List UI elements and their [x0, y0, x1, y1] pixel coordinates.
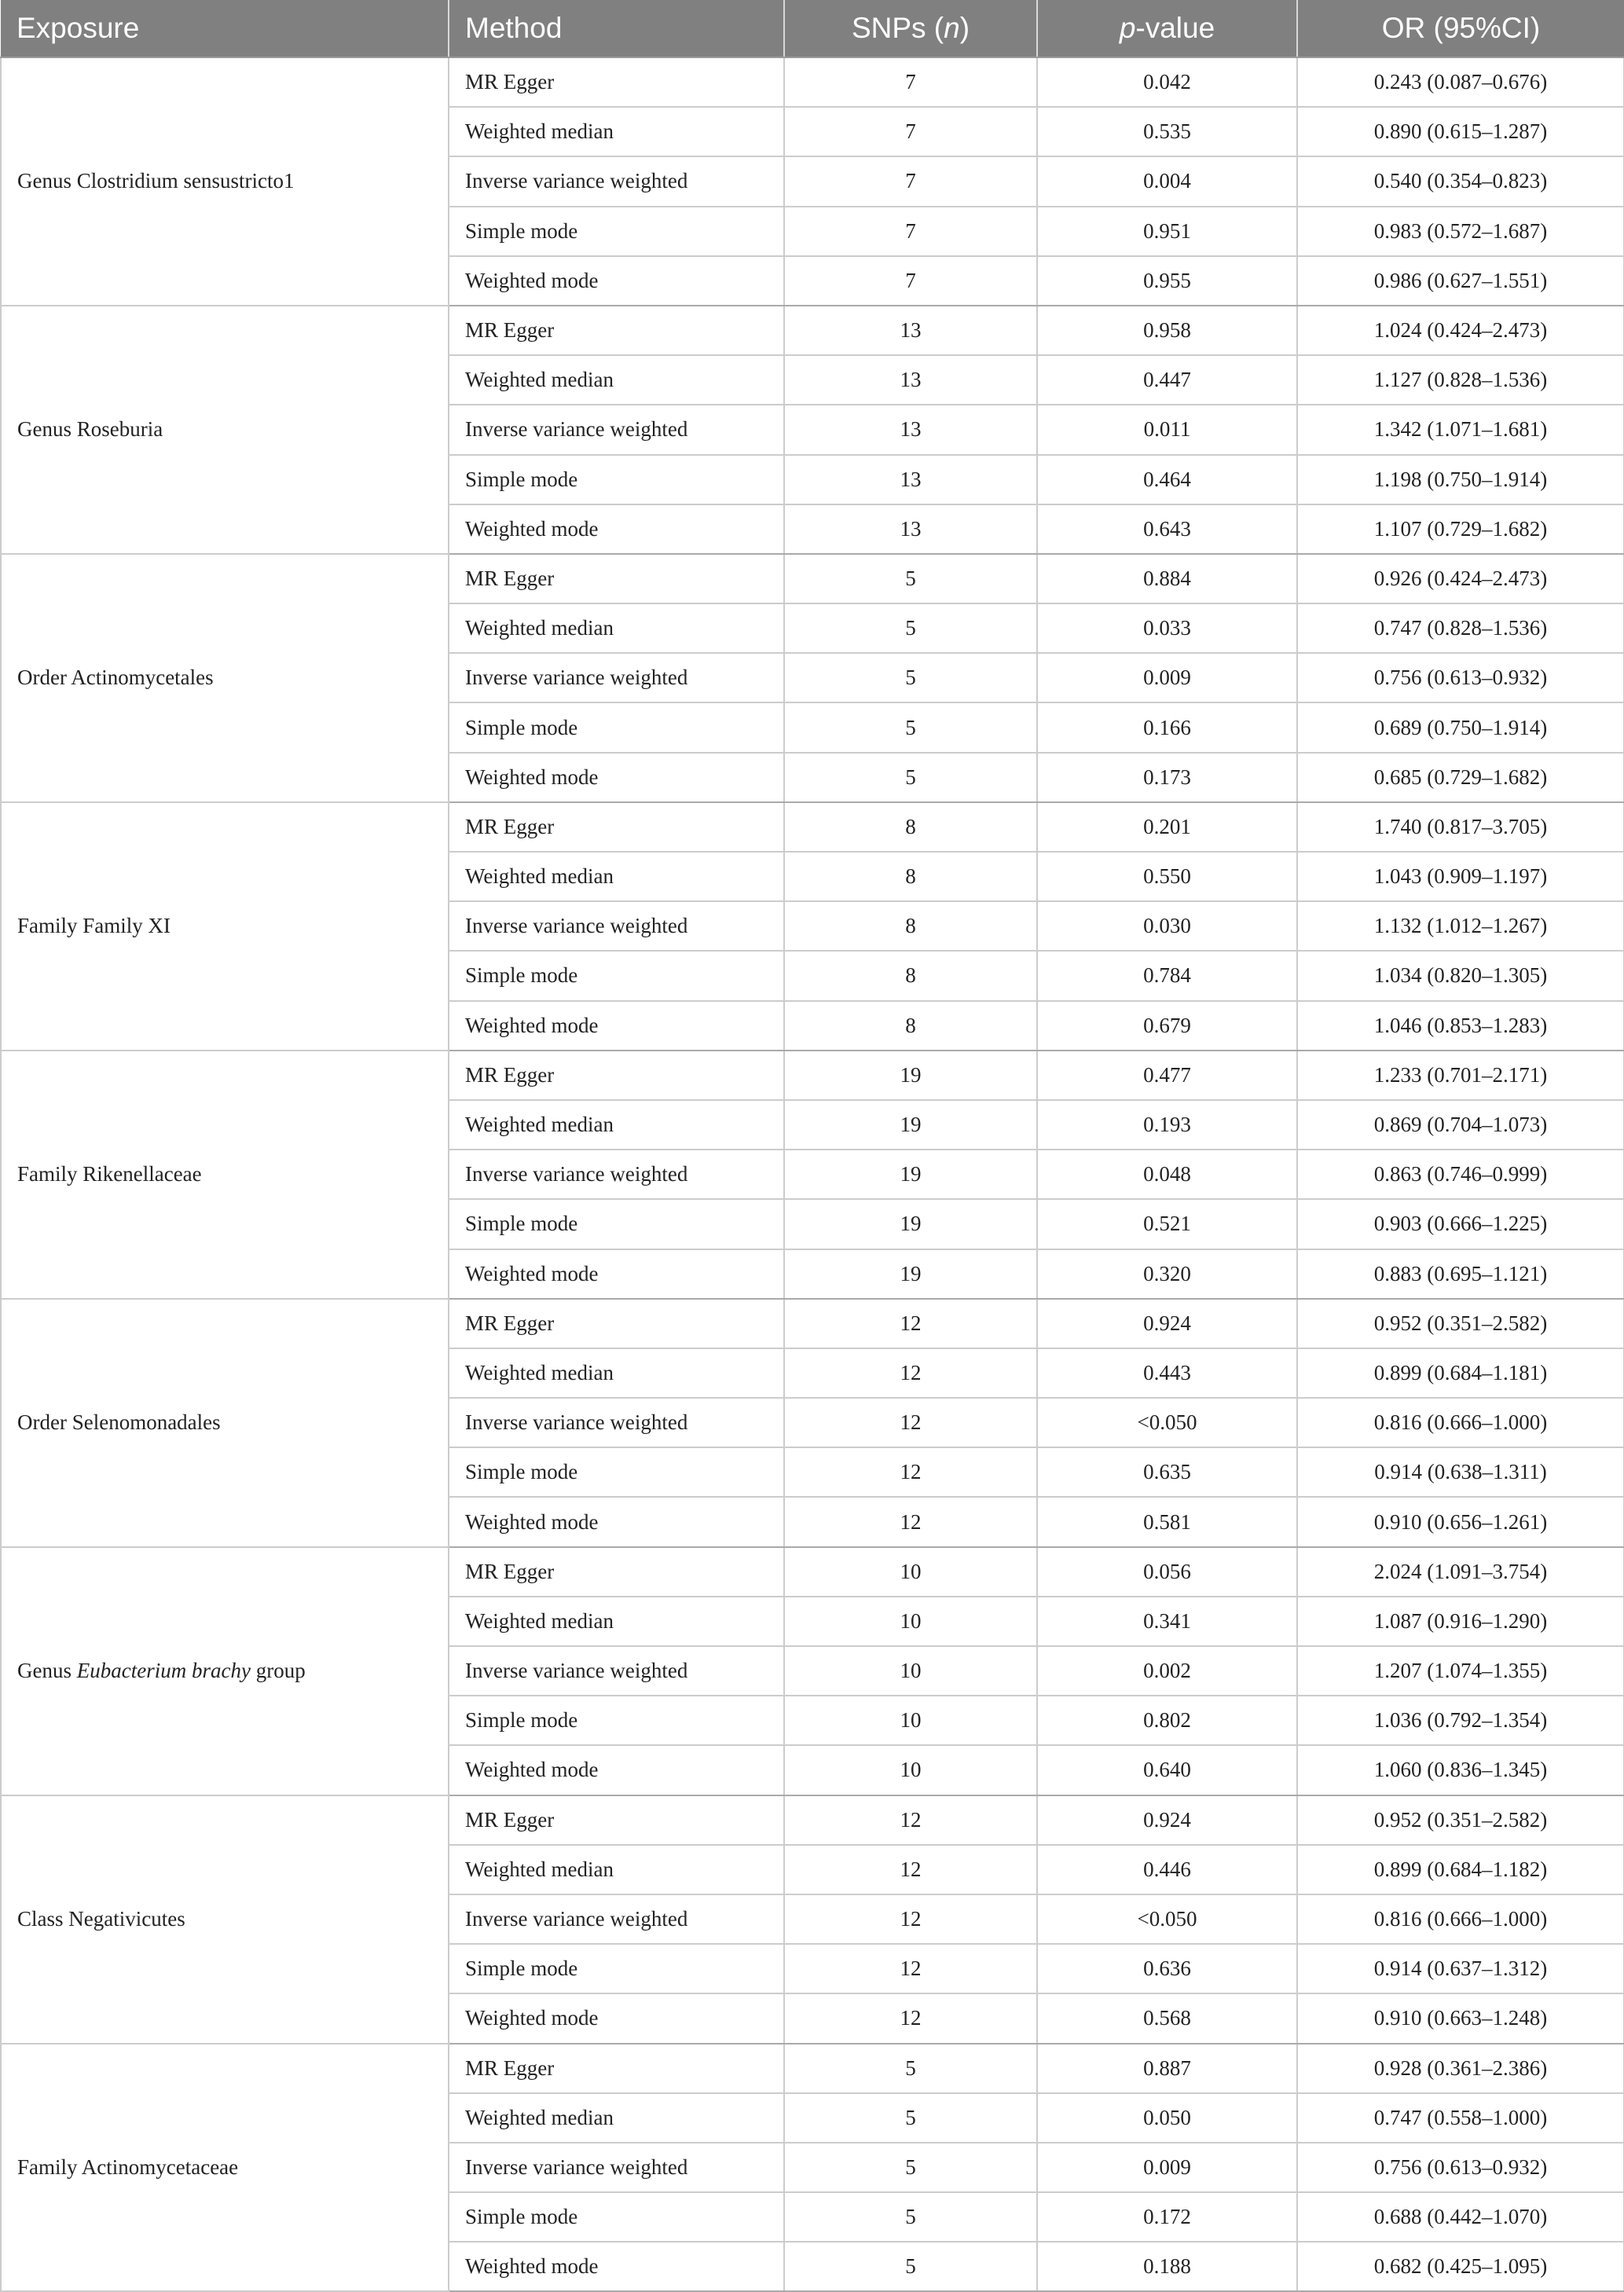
method-cell: Inverse variance weighted	[449, 2143, 784, 2192]
p-value-cell: 0.048	[1037, 1150, 1297, 1199]
or-ci-cell: 0.747 (0.558–1.000)	[1297, 2093, 1624, 2143]
table-row	[1, 1795, 1624, 1845]
header-snps-pre: SNPs (	[851, 12, 944, 44]
header-p-rest: -value	[1135, 12, 1215, 44]
snps-cell: 13	[784, 455, 1037, 504]
method-cell: Weighted median	[449, 107, 784, 156]
snps-cell: 12	[784, 1993, 1037, 2043]
method-cell: MR Egger	[449, 2044, 784, 2093]
header-snps-n: n	[944, 12, 960, 44]
snps-cell: 5	[784, 2192, 1037, 2242]
or-ci-cell: 0.952 (0.351–2.582)	[1297, 1795, 1624, 1845]
p-value-cell: 0.056	[1037, 1547, 1297, 1597]
or-ci-cell: 0.869 (0.704–1.073)	[1297, 1100, 1624, 1150]
snps-cell: 7	[784, 57, 1037, 107]
p-value-cell: 0.166	[1037, 702, 1297, 752]
snps-cell: 5	[784, 603, 1037, 653]
snps-cell: 8	[784, 802, 1037, 852]
snps-cell: 10	[784, 1646, 1037, 1696]
header-p-letter: p	[1119, 12, 1136, 44]
p-value-cell: 0.009	[1037, 653, 1297, 702]
or-ci-cell: 0.910 (0.656–1.261)	[1297, 1497, 1624, 1546]
or-ci-cell: 0.756 (0.613–0.932)	[1297, 653, 1624, 702]
method-cell: Weighted median	[449, 1100, 784, 1150]
snps-cell: 13	[784, 355, 1037, 405]
or-ci-cell: 0.243 (0.087–0.676)	[1297, 57, 1624, 107]
or-ci-cell: 1.060 (0.836–1.345)	[1297, 1745, 1624, 1795]
or-ci-cell: 0.986 (0.627–1.551)	[1297, 256, 1624, 306]
snps-cell: 13	[784, 405, 1037, 454]
snps-cell: 8	[784, 901, 1037, 951]
or-ci-cell: 1.233 (0.701–2.171)	[1297, 1051, 1624, 1100]
or-ci-cell: 0.883 (0.695–1.121)	[1297, 1249, 1624, 1299]
snps-cell: 19	[784, 1199, 1037, 1249]
p-value-cell: 0.446	[1037, 1845, 1297, 1894]
method-cell: Weighted median	[449, 355, 784, 405]
header-row	[1, 0, 1624, 57]
p-value-cell: 0.188	[1037, 2242, 1297, 2291]
snps-cell: 19	[784, 1150, 1037, 1199]
table-row	[1, 57, 1624, 107]
method-cell: Inverse variance weighted	[449, 156, 784, 206]
p-value-cell: 0.009	[1037, 2143, 1297, 2192]
snps-cell: 12	[784, 1497, 1037, 1546]
or-ci-cell: 1.043 (0.909–1.197)	[1297, 852, 1624, 901]
method-cell: MR Egger	[449, 554, 784, 603]
method-cell: MR Egger	[449, 1299, 784, 1348]
method-cell: MR Egger	[449, 1795, 784, 1845]
or-ci-cell: 0.747 (0.828–1.536)	[1297, 603, 1624, 653]
method-cell: Simple mode	[449, 1696, 784, 1745]
method-cell: Inverse variance weighted	[449, 1646, 784, 1696]
or-ci-cell: 1.024 (0.424–2.473)	[1297, 306, 1624, 355]
method-cell: MR Egger	[449, 57, 784, 107]
snps-cell: 12	[784, 1348, 1037, 1398]
exposure-cell: Genus Roseburia	[1, 306, 449, 554]
or-ci-cell: 0.983 (0.572–1.687)	[1297, 207, 1624, 256]
method-cell: Simple mode	[449, 951, 784, 1000]
method-cell: Simple mode	[449, 1199, 784, 1249]
method-cell: Weighted median	[449, 852, 784, 901]
p-value-cell: 0.320	[1037, 1249, 1297, 1299]
exposure-cell: Family Rikenellaceae	[1, 1051, 449, 1299]
method-cell: Simple mode	[449, 2192, 784, 2242]
or-ci-cell: 0.816 (0.666–1.000)	[1297, 1398, 1624, 1447]
p-value-cell: 0.924	[1037, 1795, 1297, 1845]
method-cell: Weighted mode	[449, 1993, 784, 2043]
p-value-cell: 0.477	[1037, 1051, 1297, 1100]
method-cell: Inverse variance weighted	[449, 653, 784, 702]
snps-cell: 10	[784, 1745, 1037, 1795]
p-value-cell: 0.030	[1037, 901, 1297, 951]
p-value-cell: 0.173	[1037, 753, 1297, 802]
p-value-cell: 0.002	[1037, 1646, 1297, 1696]
exposure-cell: Genus Clostridium sensustricto1	[1, 57, 449, 306]
snps-cell: 19	[784, 1051, 1037, 1100]
p-value-cell: 0.193	[1037, 1100, 1297, 1150]
p-value-cell: 0.924	[1037, 1299, 1297, 1348]
table-row	[1, 802, 1624, 852]
or-ci-cell: 0.756 (0.613–0.932)	[1297, 2143, 1624, 2192]
or-ci-cell: 0.863 (0.746–0.999)	[1297, 1150, 1624, 1199]
snps-cell: 19	[784, 1249, 1037, 1299]
method-cell: Weighted mode	[449, 2242, 784, 2291]
method-cell: Inverse variance weighted	[449, 1150, 784, 1199]
p-value-cell: 0.033	[1037, 603, 1297, 653]
p-value-cell: 0.635	[1037, 1447, 1297, 1497]
p-value-cell: 0.643	[1037, 504, 1297, 554]
snps-cell: 10	[784, 1547, 1037, 1597]
snps-cell: 7	[784, 156, 1037, 206]
snps-cell: 5	[784, 2143, 1037, 2192]
table-row	[1, 1051, 1624, 1100]
p-value-cell: 0.042	[1037, 57, 1297, 107]
or-ci-cell: 0.952 (0.351–2.582)	[1297, 1299, 1624, 1348]
method-cell: Simple mode	[449, 702, 784, 752]
p-value-cell: 0.447	[1037, 355, 1297, 405]
snps-cell: 5	[784, 702, 1037, 752]
or-ci-cell: 2.024 (1.091–3.754)	[1297, 1547, 1624, 1597]
p-value-cell: 0.640	[1037, 1745, 1297, 1795]
method-cell: Weighted mode	[449, 1001, 784, 1051]
or-ci-cell: 0.890 (0.615–1.287)	[1297, 107, 1624, 156]
p-value-cell: 0.521	[1037, 1199, 1297, 1249]
snps-cell: 10	[784, 1597, 1037, 1646]
method-cell: Weighted mode	[449, 504, 784, 554]
method-cell: MR Egger	[449, 1547, 784, 1597]
or-ci-cell: 0.903 (0.666–1.225)	[1297, 1199, 1624, 1249]
or-ci-cell: 0.910 (0.663–1.248)	[1297, 1993, 1624, 2043]
p-value-cell: 0.884	[1037, 554, 1297, 603]
snps-cell: 7	[784, 256, 1037, 306]
snps-cell: 7	[784, 207, 1037, 256]
or-ci-cell: 0.682 (0.425–1.095)	[1297, 2242, 1624, 2291]
p-value-cell: 0.011	[1037, 405, 1297, 454]
method-cell: Weighted mode	[449, 1497, 784, 1546]
method-cell: MR Egger	[449, 1051, 784, 1100]
snps-cell: 19	[784, 1100, 1037, 1150]
p-value-cell: <0.050	[1037, 1398, 1297, 1447]
or-ci-cell: 1.740 (0.817–3.705)	[1297, 802, 1624, 852]
or-ci-cell: 0.689 (0.750–1.914)	[1297, 702, 1624, 752]
or-ci-cell: 1.207 (1.074–1.355)	[1297, 1646, 1624, 1696]
p-value-cell: 0.951	[1037, 207, 1297, 256]
p-value-cell: 0.679	[1037, 1001, 1297, 1051]
p-value-cell: 0.172	[1037, 2192, 1297, 2242]
snps-cell: 5	[784, 554, 1037, 603]
or-ci-cell: 0.899 (0.684–1.182)	[1297, 1845, 1624, 1894]
p-value-cell: 0.341	[1037, 1597, 1297, 1646]
exposure-cell	[1, 1547, 449, 1795]
method-cell: Weighted median	[449, 1597, 784, 1646]
p-value-cell: 0.568	[1037, 1993, 1297, 2043]
table-row	[1, 2044, 1624, 2093]
method-cell: Simple mode	[449, 207, 784, 256]
method-cell: Weighted median	[449, 1348, 784, 1398]
method-cell: Simple mode	[449, 1944, 784, 1993]
or-ci-cell: 0.928 (0.361–2.386)	[1297, 2044, 1624, 2093]
or-ci-cell: 0.688 (0.442–1.070)	[1297, 2192, 1624, 2242]
snps-cell: 5	[784, 2242, 1037, 2291]
method-cell: Inverse variance weighted	[449, 1398, 784, 1447]
or-ci-cell: 0.540 (0.354–0.823)	[1297, 156, 1624, 206]
header-method: Method	[449, 0, 784, 57]
method-cell: Weighted median	[449, 2093, 784, 2143]
or-ci-cell: 0.926 (0.424–2.473)	[1297, 554, 1624, 603]
or-ci-cell: 0.899 (0.684–1.181)	[1297, 1348, 1624, 1398]
p-value-cell: 0.443	[1037, 1348, 1297, 1398]
method-cell: Weighted mode	[449, 1745, 784, 1795]
or-ci-cell: 1.198 (0.750–1.914)	[1297, 455, 1624, 504]
or-ci-cell: 0.914 (0.638–1.311)	[1297, 1447, 1624, 1497]
or-ci-cell: 1.107 (0.729–1.682)	[1297, 504, 1624, 554]
snps-cell: 12	[784, 1299, 1037, 1348]
p-value-cell: 0.955	[1037, 256, 1297, 306]
snps-cell: 10	[784, 1696, 1037, 1745]
snps-cell: 5	[784, 2044, 1037, 2093]
snps-cell: 8	[784, 852, 1037, 901]
snps-cell: 8	[784, 1001, 1037, 1051]
snps-cell: 12	[784, 1795, 1037, 1845]
p-value-cell: 0.784	[1037, 951, 1297, 1000]
snps-cell: 5	[784, 2093, 1037, 2143]
or-ci-cell: 1.034 (0.820–1.305)	[1297, 951, 1624, 1000]
method-cell: Inverse variance weighted	[449, 901, 784, 951]
or-ci-cell: 1.132 (1.012–1.267)	[1297, 901, 1624, 951]
header-exposure: Exposure	[1, 0, 449, 57]
table-row	[1, 306, 1624, 355]
table-row	[1, 1547, 1624, 1597]
p-value-cell: 0.958	[1037, 306, 1297, 355]
snps-cell: 12	[784, 1845, 1037, 1894]
method-cell: Inverse variance weighted	[449, 405, 784, 454]
header-snps-post: )	[959, 12, 970, 44]
method-cell: MR Egger	[449, 306, 784, 355]
p-value-cell: 0.887	[1037, 2044, 1297, 2093]
method-cell: Inverse variance weighted	[449, 1894, 784, 1944]
p-value-cell: 0.050	[1037, 2093, 1297, 2143]
table-row	[1, 1299, 1624, 1348]
method-cell: Weighted mode	[449, 753, 784, 802]
exposure-text-post: group	[250, 1659, 306, 1683]
or-ci-cell: 1.046 (0.853–1.283)	[1297, 1001, 1624, 1051]
exposure-cell: Order Selenomonadales	[1, 1299, 449, 1547]
table-body	[1, 57, 1624, 2291]
snps-cell: 12	[784, 1944, 1037, 1993]
p-value-cell: 0.004	[1037, 156, 1297, 206]
header-p-value	[1037, 0, 1297, 57]
or-ci-cell: 1.087 (0.916–1.290)	[1297, 1597, 1624, 1646]
method-cell: Weighted mode	[449, 256, 784, 306]
snps-cell: 5	[784, 753, 1037, 802]
method-cell: Simple mode	[449, 1447, 784, 1497]
method-cell: Simple mode	[449, 455, 784, 504]
exposure-cell: Class Negativicutes	[1, 1795, 449, 2044]
snps-cell: 12	[784, 1447, 1037, 1497]
p-value-cell: 0.581	[1037, 1497, 1297, 1546]
snps-cell: 5	[784, 653, 1037, 702]
or-ci-cell: 0.816 (0.666–1.000)	[1297, 1894, 1624, 1944]
method-cell: Weighted median	[449, 1845, 784, 1894]
snps-cell: 13	[784, 306, 1037, 355]
exposure-cell: Order Actinomycetales	[1, 554, 449, 802]
exposure-cell: Family Family XI	[1, 802, 449, 1051]
or-ci-cell: 1.342 (1.071–1.681)	[1297, 405, 1624, 454]
header-or-ci: OR (95%CI)	[1297, 0, 1624, 57]
method-cell: MR Egger	[449, 802, 784, 852]
p-value-cell: 0.535	[1037, 107, 1297, 156]
snps-cell: 12	[784, 1894, 1037, 1944]
p-value-cell: 0.550	[1037, 852, 1297, 901]
header-snps	[784, 0, 1037, 57]
p-value-cell: 0.464	[1037, 455, 1297, 504]
or-ci-cell: 1.036 (0.792–1.354)	[1297, 1696, 1624, 1745]
snps-cell: 13	[784, 504, 1037, 554]
or-ci-cell: 1.127 (0.828–1.536)	[1297, 355, 1624, 405]
snps-cell: 8	[784, 951, 1037, 1000]
exposure-text-pre: Genus	[17, 1659, 77, 1683]
p-value-cell: <0.050	[1037, 1894, 1297, 1944]
snps-cell: 7	[784, 107, 1037, 156]
table-row	[1, 554, 1624, 603]
snps-cell: 12	[784, 1398, 1037, 1447]
method-cell: Weighted median	[449, 603, 784, 653]
method-cell: Weighted mode	[449, 1249, 784, 1299]
p-value-cell: 0.636	[1037, 1944, 1297, 1993]
exposure-cell: Family Actinomycetaceae	[1, 2044, 449, 2292]
p-value-cell: 0.802	[1037, 1696, 1297, 1745]
or-ci-cell: 0.685 (0.729–1.682)	[1297, 753, 1624, 802]
p-value-cell: 0.201	[1037, 802, 1297, 852]
exposure-text-italic: Eubacterium brachy	[76, 1659, 251, 1683]
or-ci-cell: 0.914 (0.637–1.312)	[1297, 1944, 1624, 1993]
